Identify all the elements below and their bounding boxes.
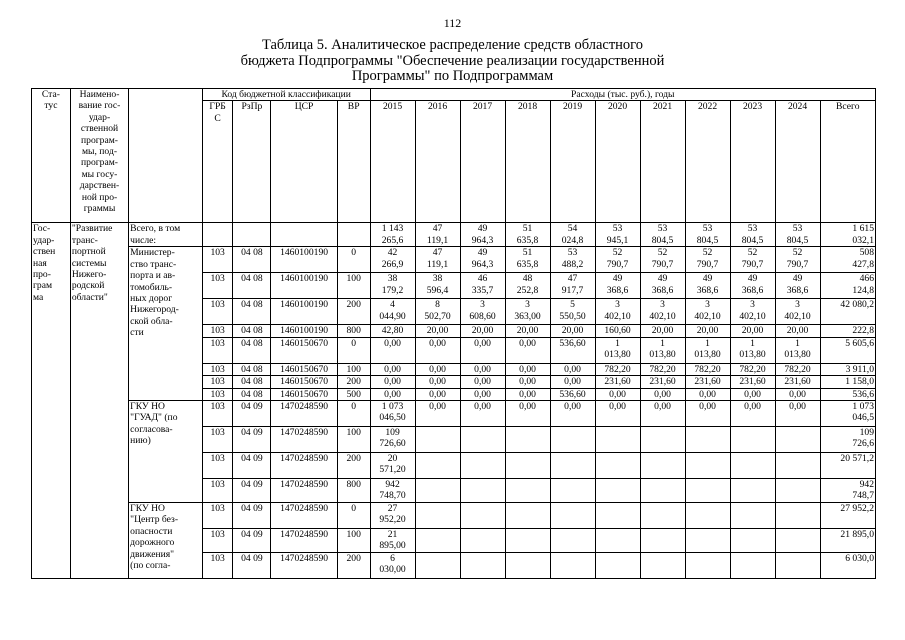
year-value-cell: 3 608,60 (460, 299, 505, 325)
vr-cell: 0 (337, 247, 370, 273)
year-value-cell: 47 917,7 (550, 273, 595, 299)
year-value-cell: 0,00 (775, 401, 820, 427)
year-value-cell: 51 635,8 (505, 247, 550, 273)
year-value-cell: 52 790,7 (595, 247, 640, 273)
grbs-cell: 103 (202, 247, 233, 273)
csr-cell: 1460150670 (271, 388, 337, 400)
executor-cell: Министер- ство транс- порта и ав- томобиль- ных дорог Нижегород- ской обла- сти (129, 247, 203, 401)
csr-cell: 1470248590 (271, 503, 337, 529)
year-value-cell: 53 945,1 (595, 223, 640, 247)
csr-cell: 1460150670 (271, 376, 337, 388)
year-value-cell: 782,20 (595, 363, 640, 375)
year-value-cell (775, 503, 820, 529)
total-cell: 942 748,7 (820, 479, 875, 503)
year-value-cell: 20,00 (505, 325, 550, 337)
year-value-cell (460, 479, 505, 503)
year-value-cell: 0,00 (595, 388, 640, 400)
table-row (32, 247, 876, 273)
grbs-cell: 103 (202, 427, 233, 453)
vr-cell (337, 223, 370, 247)
total-cell: 27 952,2 (820, 503, 875, 529)
year-value-cell: 3 402,10 (640, 299, 685, 325)
vr-cell: 100 (337, 427, 370, 453)
year-value-cell (730, 529, 775, 553)
csr-cell: 1460100190 (271, 247, 337, 273)
year-value-cell (550, 529, 595, 553)
year-value-cell (730, 553, 775, 579)
year-value-cell (730, 503, 775, 529)
year-value-cell (550, 479, 595, 503)
year-value-cell: 231,60 (730, 376, 775, 388)
grbs-cell: 103 (202, 553, 233, 579)
total-cell: 536,6 (820, 388, 875, 400)
year-value-cell: 3 402,10 (685, 299, 730, 325)
vr-cell: 200 (337, 553, 370, 579)
year-value-cell (505, 479, 550, 503)
year-value-cell: 47 119,1 (415, 247, 460, 273)
year-value-cell: 8 502,70 (415, 299, 460, 325)
total-cell: 3 911,0 (820, 363, 875, 375)
year-value-cell: 0,00 (415, 401, 460, 427)
year-value-cell (460, 503, 505, 529)
grbs-cell: 103 (202, 337, 233, 363)
year-value-cell: 231,60 (595, 376, 640, 388)
header-executor (129, 89, 203, 223)
year-value-cell: 27 952,20 (370, 503, 415, 529)
year-value-cell: 3 363,00 (505, 299, 550, 325)
header-year: 2015 (370, 101, 415, 223)
csr-cell: 1470248590 (271, 479, 337, 503)
year-value-cell: 231,60 (775, 376, 820, 388)
year-value-cell: 0,00 (505, 388, 550, 400)
year-value-cell: 4 044,90 (370, 299, 415, 325)
year-value-cell: 0,00 (505, 376, 550, 388)
year-value-cell (775, 529, 820, 553)
year-value-cell (505, 427, 550, 453)
vr-cell: 0 (337, 401, 370, 427)
vr-cell: 200 (337, 299, 370, 325)
year-value-cell: 109 726,60 (370, 427, 415, 453)
year-value-cell: 49 964,3 (460, 247, 505, 273)
year-value-cell: 3 402,10 (595, 299, 640, 325)
csr-cell: 1460100190 (271, 299, 337, 325)
year-value-cell: 782,20 (730, 363, 775, 375)
year-value-cell (415, 503, 460, 529)
rzpr-cell: 04 08 (233, 388, 271, 400)
year-value-cell (505, 529, 550, 553)
year-value-cell (730, 453, 775, 479)
year-value-cell (775, 553, 820, 579)
vr-cell: 0 (337, 337, 370, 363)
header-year: 2022 (685, 101, 730, 223)
rzpr-cell: 04 08 (233, 376, 271, 388)
year-value-cell: 48 252,8 (505, 273, 550, 299)
vr-cell: 800 (337, 479, 370, 503)
year-value-cell (640, 427, 685, 453)
vr-cell: 100 (337, 273, 370, 299)
year-value-cell: 782,20 (640, 363, 685, 375)
year-value-cell: 0,00 (460, 388, 505, 400)
year-value-cell (640, 529, 685, 553)
header-year: 2019 (550, 101, 595, 223)
total-cell: 6 030,0 (820, 553, 875, 579)
year-value-cell: 1 013,80 (730, 337, 775, 363)
csr-cell: 1470248590 (271, 453, 337, 479)
year-value-cell: 49 368,6 (640, 273, 685, 299)
year-value-cell (775, 479, 820, 503)
vr-cell: 100 (337, 529, 370, 553)
year-value-cell: 0,00 (460, 401, 505, 427)
csr-cell: 1460100190 (271, 325, 337, 337)
total-cell: 5 605,6 (820, 337, 875, 363)
title-line-2: бюджета Подпрограммы "Обеспечение реализации государственной (240, 52, 665, 69)
rzpr-cell: 04 08 (233, 363, 271, 375)
year-value-cell: 0,00 (640, 401, 685, 427)
grbs-cell: 103 (202, 453, 233, 479)
grbs-cell: 103 (202, 503, 233, 529)
year-value-cell: 0,00 (370, 337, 415, 363)
year-value-cell: 0,00 (595, 401, 640, 427)
year-value-cell: 5 550,50 (550, 299, 595, 325)
year-value-cell: 0,00 (505, 363, 550, 375)
year-value-cell (685, 453, 730, 479)
year-value-cell: 0,00 (550, 376, 595, 388)
year-value-cell (415, 427, 460, 453)
header-rzpr: РзПр (233, 101, 271, 223)
csr-cell (271, 223, 337, 247)
year-value-cell (460, 553, 505, 579)
header-year: 2024 (775, 101, 820, 223)
year-value-cell: 0,00 (505, 337, 550, 363)
year-value-cell: 0,00 (370, 363, 415, 375)
year-value-cell (775, 453, 820, 479)
year-value-cell: 20,00 (685, 325, 730, 337)
year-value-cell: 1 013,80 (595, 337, 640, 363)
year-value-cell: 0,00 (460, 363, 505, 375)
vr-cell: 500 (337, 388, 370, 400)
rzpr-cell: 04 09 (233, 401, 271, 427)
year-value-cell: 47 119,1 (415, 223, 460, 247)
year-value-cell: 52 790,7 (640, 247, 685, 273)
year-value-cell: 0,00 (775, 388, 820, 400)
year-value-cell: 49 368,6 (730, 273, 775, 299)
title-line-3: Программы" по Подпрограммам (351, 68, 554, 84)
year-value-cell (505, 553, 550, 579)
grbs-cell: 103 (202, 479, 233, 503)
header-name: Наимено- вание гос- удар- ственной програм- мы, под- програм- мы госу- дарствен- ной про- граммы (70, 89, 128, 223)
year-value-cell (640, 503, 685, 529)
page-number: 112 (443, 16, 462, 30)
year-value-cell: 49 964,3 (460, 223, 505, 247)
rzpr-cell: 04 08 (233, 247, 271, 273)
vr-cell: 200 (337, 453, 370, 479)
rzpr-cell: 04 09 (233, 479, 271, 503)
year-value-cell: 1 013,80 (775, 337, 820, 363)
year-value-cell: 6 030,00 (370, 553, 415, 579)
header-year: 2017 (460, 101, 505, 223)
table-row (32, 223, 876, 247)
total-cell: 1 158,0 (820, 376, 875, 388)
executor-cell: ГКУ НО "ГУАД" (по согласова- нию) (129, 401, 203, 503)
grbs-cell: 103 (202, 299, 233, 325)
year-value-cell (595, 427, 640, 453)
year-value-cell: 53 804,5 (775, 223, 820, 247)
year-value-cell (415, 553, 460, 579)
year-value-cell: 52 790,7 (775, 247, 820, 273)
year-value-cell: 3 402,10 (775, 299, 820, 325)
csr-cell: 1460100190 (271, 273, 337, 299)
year-value-cell: 0,00 (505, 401, 550, 427)
total-cell: 20 571,2 (820, 453, 875, 479)
total-cell: 508 427,8 (820, 247, 875, 273)
table-body (32, 223, 876, 579)
year-value-cell: 0,00 (370, 376, 415, 388)
year-value-cell: 231,60 (685, 376, 730, 388)
csr-cell: 1470248590 (271, 401, 337, 427)
year-value-cell: 231,60 (640, 376, 685, 388)
header-vr: ВР (337, 101, 370, 223)
year-value-cell: 20,00 (460, 325, 505, 337)
executor-cell: ГКУ НО "Центр без- опасности дорожного движения" (по согла- (129, 503, 203, 579)
total-cell: 21 895,0 (820, 529, 875, 553)
executor-cell: Всего, в том числе: (129, 223, 203, 247)
year-value-cell: 1 143 265,6 (370, 223, 415, 247)
year-value-cell (685, 479, 730, 503)
header-csr: ЦСР (271, 101, 337, 223)
budget-table (31, 88, 876, 579)
total-cell: 222,8 (820, 325, 875, 337)
table-row (32, 401, 876, 427)
total-cell: 109 726,6 (820, 427, 875, 453)
total-cell: 466 124,8 (820, 273, 875, 299)
year-value-cell: 0,00 (415, 337, 460, 363)
year-value-cell: 53 804,5 (730, 223, 775, 247)
rzpr-cell: 04 08 (233, 273, 271, 299)
year-value-cell (730, 427, 775, 453)
year-value-cell: 0,00 (370, 388, 415, 400)
vr-cell: 0 (337, 503, 370, 529)
year-value-cell: 52 790,7 (685, 247, 730, 273)
table-title (0, 38, 905, 85)
year-value-cell (775, 427, 820, 453)
csr-cell: 1470248590 (271, 553, 337, 579)
year-value-cell: 42,80 (370, 325, 415, 337)
year-value-cell: 536,60 (550, 337, 595, 363)
year-value-cell: 20,00 (730, 325, 775, 337)
table-header (32, 89, 876, 223)
grbs-cell: 103 (202, 529, 233, 553)
header-expense-group: Расходы (тыс. руб.), годы (370, 89, 875, 101)
year-value-cell: 20,00 (640, 325, 685, 337)
year-value-cell: 49 368,6 (595, 273, 640, 299)
title-line-1: Таблица 5. Аналитическое распределение средств областного (261, 37, 644, 53)
year-value-cell: 0,00 (460, 376, 505, 388)
year-value-cell: 42 266,9 (370, 247, 415, 273)
grbs-cell: 103 (202, 388, 233, 400)
year-value-cell (685, 503, 730, 529)
year-value-cell: 49 368,6 (775, 273, 820, 299)
year-value-cell: 160,60 (595, 325, 640, 337)
year-value-cell: 38 179,2 (370, 273, 415, 299)
year-value-cell (685, 427, 730, 453)
year-value-cell: 0,00 (730, 401, 775, 427)
year-value-cell (550, 427, 595, 453)
year-value-cell (685, 529, 730, 553)
year-value-cell: 54 024,8 (550, 223, 595, 247)
year-value-cell: 0,00 (640, 388, 685, 400)
csr-cell: 1470248590 (271, 529, 337, 553)
csr-cell: 1470248590 (271, 427, 337, 453)
rzpr-cell: 04 08 (233, 325, 271, 337)
grbs-cell: 103 (202, 401, 233, 427)
year-value-cell: 536,60 (550, 388, 595, 400)
header-status: Ста- тус (32, 89, 71, 223)
header-year: 2016 (415, 101, 460, 223)
total-cell: 1 073 046,5 (820, 401, 875, 427)
csr-cell: 1460150670 (271, 363, 337, 375)
year-value-cell: 20,00 (775, 325, 820, 337)
year-value-cell: 0,00 (415, 363, 460, 375)
year-value-cell (460, 453, 505, 479)
vr-cell: 200 (337, 376, 370, 388)
year-value-cell: 53 804,5 (685, 223, 730, 247)
year-value-cell (595, 479, 640, 503)
rzpr-cell: 04 09 (233, 427, 271, 453)
year-value-cell: 782,20 (685, 363, 730, 375)
year-value-cell (505, 453, 550, 479)
year-value-cell (415, 529, 460, 553)
header-total: Всего (820, 101, 875, 223)
grbs-cell (202, 223, 233, 247)
year-value-cell: 21 895,00 (370, 529, 415, 553)
total-cell: 1 615 032,1 (820, 223, 875, 247)
grbs-cell: 103 (202, 376, 233, 388)
year-value-cell: 53 488,2 (550, 247, 595, 273)
year-value-cell (595, 553, 640, 579)
year-value-cell: 0,00 (550, 363, 595, 375)
year-value-cell (550, 453, 595, 479)
rzpr-cell: 04 09 (233, 529, 271, 553)
header-year: 2021 (640, 101, 685, 223)
year-value-cell: 0,00 (415, 376, 460, 388)
year-value-cell (415, 453, 460, 479)
year-value-cell: 1 013,80 (640, 337, 685, 363)
year-value-cell: 1 013,80 (685, 337, 730, 363)
year-value-cell (640, 553, 685, 579)
year-value-cell: 52 790,7 (730, 247, 775, 273)
year-value-cell (595, 529, 640, 553)
header-year: 2018 (505, 101, 550, 223)
rzpr-cell: 04 09 (233, 503, 271, 529)
year-value-cell (460, 529, 505, 553)
rzpr-cell: 04 09 (233, 453, 271, 479)
status-cell: Гос- удар- ствен ная про- грам ма (32, 223, 71, 579)
grbs-cell: 103 (202, 273, 233, 299)
year-value-cell: 0,00 (730, 388, 775, 400)
vr-cell: 800 (337, 325, 370, 337)
year-value-cell: 46 335,7 (460, 273, 505, 299)
year-value-cell (640, 453, 685, 479)
grbs-cell: 103 (202, 363, 233, 375)
year-value-cell (730, 479, 775, 503)
rzpr-cell: 04 08 (233, 337, 271, 363)
year-value-cell: 0,00 (685, 401, 730, 427)
vr-cell: 100 (337, 363, 370, 375)
year-value-cell: 782,20 (775, 363, 820, 375)
grbs-cell: 103 (202, 325, 233, 337)
header-code-group: Код бюджетной классификации (202, 89, 370, 101)
rzpr-cell: 04 09 (233, 553, 271, 579)
year-value-cell (505, 503, 550, 529)
rzpr-cell (233, 223, 271, 247)
year-value-cell: 0,00 (550, 401, 595, 427)
total-cell: 42 080,2 (820, 299, 875, 325)
year-value-cell (460, 427, 505, 453)
year-value-cell: 0,00 (415, 388, 460, 400)
year-value-cell (595, 453, 640, 479)
year-value-cell (595, 503, 640, 529)
year-value-cell: 20 571,20 (370, 453, 415, 479)
header-grbs: ГРБ С (202, 101, 233, 223)
year-value-cell (550, 553, 595, 579)
year-value-cell: 1 073 046,50 (370, 401, 415, 427)
csr-cell: 1460150670 (271, 337, 337, 363)
rzpr-cell: 04 08 (233, 299, 271, 325)
year-value-cell (685, 553, 730, 579)
year-value-cell: 49 368,6 (685, 273, 730, 299)
year-value-cell: 942 748,70 (370, 479, 415, 503)
header-year: 2023 (730, 101, 775, 223)
year-value-cell (550, 503, 595, 529)
year-value-cell (415, 479, 460, 503)
year-value-cell: 20,00 (550, 325, 595, 337)
year-value-cell: 0,00 (460, 337, 505, 363)
year-value-cell: 3 402,10 (730, 299, 775, 325)
year-value-cell: 0,00 (685, 388, 730, 400)
year-value-cell: 38 596,4 (415, 273, 460, 299)
year-value-cell (640, 479, 685, 503)
table-row (32, 503, 876, 529)
program-name-cell: "Развитие транс- портной системы Нижего- родской области" (70, 223, 128, 579)
year-value-cell: 20,00 (415, 325, 460, 337)
header-year: 2020 (595, 101, 640, 223)
year-value-cell: 53 804,5 (640, 223, 685, 247)
year-value-cell: 51 635,8 (505, 223, 550, 247)
